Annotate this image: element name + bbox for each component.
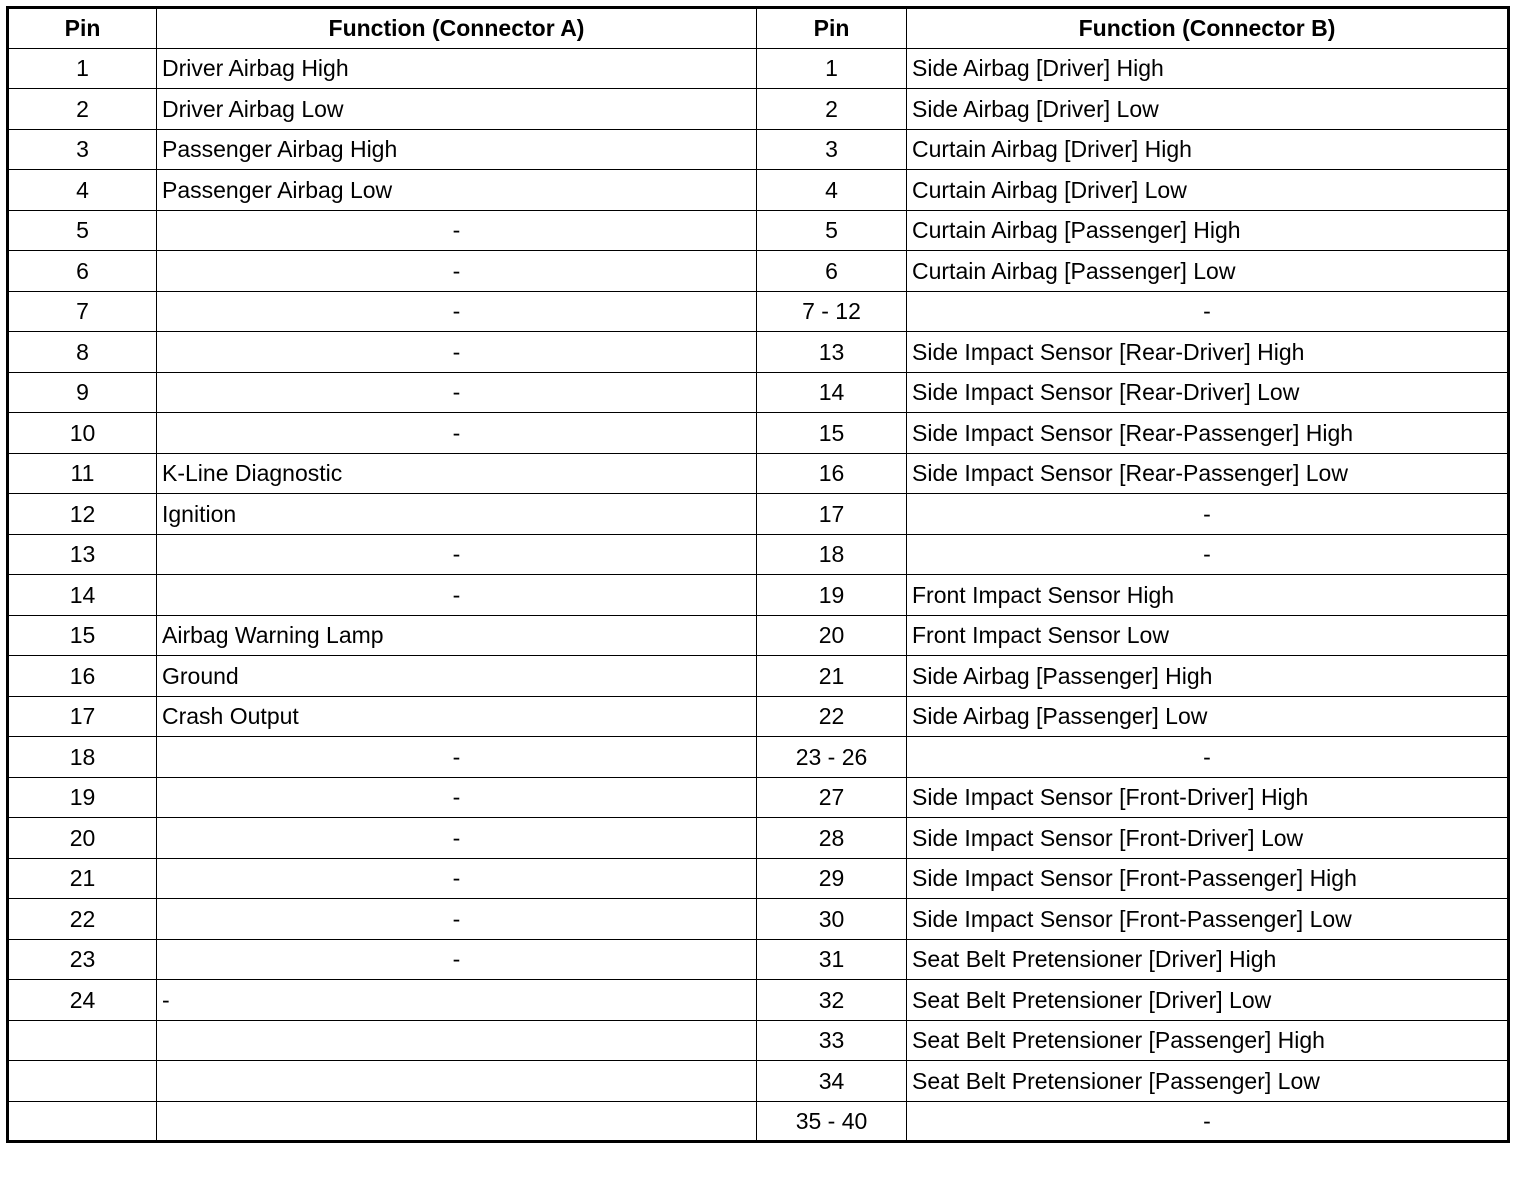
pin-b-cell: 20 bbox=[757, 615, 907, 656]
pin-b-cell: 1 bbox=[757, 48, 907, 89]
table-row bbox=[8, 291, 1509, 332]
pin-a-cell: 3 bbox=[8, 129, 157, 170]
function-b-cell: Side Impact Sensor [Rear-Passenger] High bbox=[907, 413, 1509, 454]
table-row bbox=[8, 210, 1509, 251]
pin-a-cell: 24 bbox=[8, 980, 157, 1021]
table-row bbox=[8, 939, 1509, 980]
table-row bbox=[8, 413, 1509, 454]
function-a-cell bbox=[157, 1020, 757, 1061]
pin-a-cell: 6 bbox=[8, 251, 157, 292]
pin-a-cell: 12 bbox=[8, 494, 157, 535]
table-row bbox=[8, 899, 1509, 940]
function-b-cell: - bbox=[907, 534, 1509, 575]
pin-b-cell: 19 bbox=[757, 575, 907, 616]
function-a-cell: - bbox=[157, 980, 757, 1021]
pin-b-cell: 35 - 40 bbox=[757, 1101, 907, 1142]
table-row bbox=[8, 372, 1509, 413]
pin-b-cell: 31 bbox=[757, 939, 907, 980]
pin-a-cell: 9 bbox=[8, 372, 157, 413]
pin-a-cell: 17 bbox=[8, 696, 157, 737]
function-a-cell: Airbag Warning Lamp bbox=[157, 615, 757, 656]
function-b-cell: Side Impact Sensor [Rear-Driver] Low bbox=[907, 372, 1509, 413]
function-a-cell: - bbox=[157, 818, 757, 859]
header-function-a: Function (Connector A) bbox=[157, 8, 757, 49]
function-a-cell: - bbox=[157, 858, 757, 899]
function-b-cell: Front Impact Sensor Low bbox=[907, 615, 1509, 656]
pin-a-cell: 21 bbox=[8, 858, 157, 899]
function-b-cell: Curtain Airbag [Driver] Low bbox=[907, 170, 1509, 211]
header-row bbox=[8, 8, 1509, 49]
function-b-cell: Seat Belt Pretensioner [Driver] High bbox=[907, 939, 1509, 980]
pin-a-cell: 7 bbox=[8, 291, 157, 332]
function-a-cell: - bbox=[157, 777, 757, 818]
function-b-cell: Seat Belt Pretensioner [Passenger] Low bbox=[907, 1061, 1509, 1102]
header-function-b: Function (Connector B) bbox=[907, 8, 1509, 49]
pin-a-cell: 2 bbox=[8, 89, 157, 130]
table-row bbox=[8, 48, 1509, 89]
function-a-cell: - bbox=[157, 251, 757, 292]
header-pin-a: Pin bbox=[8, 8, 157, 49]
function-a-cell: Driver Airbag High bbox=[157, 48, 757, 89]
pin-b-cell: 16 bbox=[757, 453, 907, 494]
header-pin-b: Pin bbox=[757, 8, 907, 49]
function-b-cell: Curtain Airbag [Driver] High bbox=[907, 129, 1509, 170]
table-row bbox=[8, 89, 1509, 130]
function-b-cell: Curtain Airbag [Passenger] High bbox=[907, 210, 1509, 251]
function-b-cell: Seat Belt Pretensioner [Passenger] High bbox=[907, 1020, 1509, 1061]
table-row bbox=[8, 615, 1509, 656]
pin-b-cell: 15 bbox=[757, 413, 907, 454]
table-row bbox=[8, 980, 1509, 1021]
pin-b-cell: 13 bbox=[757, 332, 907, 373]
pin-a-cell: 10 bbox=[8, 413, 157, 454]
function-a-cell: - bbox=[157, 210, 757, 251]
function-a-cell: - bbox=[157, 534, 757, 575]
table-row bbox=[8, 777, 1509, 818]
function-b-cell: Seat Belt Pretensioner [Driver] Low bbox=[907, 980, 1509, 1021]
pin-b-cell: 5 bbox=[757, 210, 907, 251]
table-row bbox=[8, 1020, 1509, 1061]
function-a-cell: - bbox=[157, 413, 757, 454]
pinout-body bbox=[8, 48, 1509, 1142]
table-row bbox=[8, 453, 1509, 494]
function-a-cell bbox=[157, 1101, 757, 1142]
table-row bbox=[8, 818, 1509, 859]
function-b-cell: Front Impact Sensor High bbox=[907, 575, 1509, 616]
function-a-cell: Crash Output bbox=[157, 696, 757, 737]
table-row bbox=[8, 170, 1509, 211]
pin-a-cell: 1 bbox=[8, 48, 157, 89]
function-a-cell: Ignition bbox=[157, 494, 757, 535]
pin-a-cell: 20 bbox=[8, 818, 157, 859]
pin-a-cell: 23 bbox=[8, 939, 157, 980]
function-b-cell: Side Impact Sensor [Front-Driver] High bbox=[907, 777, 1509, 818]
pin-a-cell bbox=[8, 1061, 157, 1102]
function-a-cell: - bbox=[157, 291, 757, 332]
table-row bbox=[8, 494, 1509, 535]
function-b-cell: Side Airbag [Driver] High bbox=[907, 48, 1509, 89]
pin-b-cell: 23 - 26 bbox=[757, 737, 907, 778]
pin-b-cell: 32 bbox=[757, 980, 907, 1021]
function-a-cell: - bbox=[157, 575, 757, 616]
pin-a-cell: 13 bbox=[8, 534, 157, 575]
pin-b-cell: 3 bbox=[757, 129, 907, 170]
function-b-cell: Side Airbag [Passenger] High bbox=[907, 656, 1509, 697]
table-row bbox=[8, 858, 1509, 899]
pin-b-cell: 30 bbox=[757, 899, 907, 940]
table-row bbox=[8, 1061, 1509, 1102]
table-row bbox=[8, 737, 1509, 778]
pin-a-cell: 19 bbox=[8, 777, 157, 818]
table-row bbox=[8, 656, 1509, 697]
pin-b-cell: 21 bbox=[757, 656, 907, 697]
function-b-cell: - bbox=[907, 291, 1509, 332]
function-a-cell: - bbox=[157, 372, 757, 413]
table-row bbox=[8, 129, 1509, 170]
function-b-cell: Side Airbag [Driver] Low bbox=[907, 89, 1509, 130]
function-a-cell: - bbox=[157, 899, 757, 940]
pinout-table bbox=[6, 6, 1510, 1143]
function-a-cell bbox=[157, 1061, 757, 1102]
table-row bbox=[8, 332, 1509, 373]
pin-b-cell: 6 bbox=[757, 251, 907, 292]
pin-a-cell: 22 bbox=[8, 899, 157, 940]
pin-b-cell: 18 bbox=[757, 534, 907, 575]
function-b-cell: Side Impact Sensor [Front-Passenger] Low bbox=[907, 899, 1509, 940]
pin-b-cell: 28 bbox=[757, 818, 907, 859]
pin-a-cell: 14 bbox=[8, 575, 157, 616]
function-a-cell: K-Line Diagnostic bbox=[157, 453, 757, 494]
pin-b-cell: 2 bbox=[757, 89, 907, 130]
pin-a-cell: 5 bbox=[8, 210, 157, 251]
pin-b-cell: 27 bbox=[757, 777, 907, 818]
pin-b-cell: 4 bbox=[757, 170, 907, 211]
pin-a-cell: 18 bbox=[8, 737, 157, 778]
table-row bbox=[8, 534, 1509, 575]
pin-b-cell: 7 - 12 bbox=[757, 291, 907, 332]
function-b-cell: Side Airbag [Passenger] Low bbox=[907, 696, 1509, 737]
function-a-cell: Passenger Airbag High bbox=[157, 129, 757, 170]
pin-a-cell: 15 bbox=[8, 615, 157, 656]
function-a-cell: Passenger Airbag Low bbox=[157, 170, 757, 211]
function-b-cell: Curtain Airbag [Passenger] Low bbox=[907, 251, 1509, 292]
pin-b-cell: 14 bbox=[757, 372, 907, 413]
pin-b-cell: 22 bbox=[757, 696, 907, 737]
function-b-cell: Side Impact Sensor [Rear-Passenger] Low bbox=[907, 453, 1509, 494]
function-b-cell: - bbox=[907, 737, 1509, 778]
function-a-cell: Driver Airbag Low bbox=[157, 89, 757, 130]
function-b-cell: - bbox=[907, 494, 1509, 535]
function-b-cell: - bbox=[907, 1101, 1509, 1142]
function-b-cell: Side Impact Sensor [Rear-Driver] High bbox=[907, 332, 1509, 373]
function-a-cell: Ground bbox=[157, 656, 757, 697]
function-a-cell: - bbox=[157, 939, 757, 980]
pin-a-cell bbox=[8, 1101, 157, 1142]
pin-a-cell: 16 bbox=[8, 656, 157, 697]
function-a-cell: - bbox=[157, 332, 757, 373]
pin-b-cell: 33 bbox=[757, 1020, 907, 1061]
function-b-cell: Side Impact Sensor [Front-Driver] Low bbox=[907, 818, 1509, 859]
pin-b-cell: 34 bbox=[757, 1061, 907, 1102]
pin-a-cell: 11 bbox=[8, 453, 157, 494]
function-b-cell: Side Impact Sensor [Front-Passenger] High bbox=[907, 858, 1509, 899]
table-row bbox=[8, 1101, 1509, 1142]
table-row bbox=[8, 696, 1509, 737]
table-row bbox=[8, 575, 1509, 616]
pin-a-cell bbox=[8, 1020, 157, 1061]
pin-b-cell: 29 bbox=[757, 858, 907, 899]
pin-b-cell: 17 bbox=[757, 494, 907, 535]
table-row bbox=[8, 251, 1509, 292]
pin-a-cell: 4 bbox=[8, 170, 157, 211]
function-a-cell: - bbox=[157, 737, 757, 778]
pin-a-cell: 8 bbox=[8, 332, 157, 373]
